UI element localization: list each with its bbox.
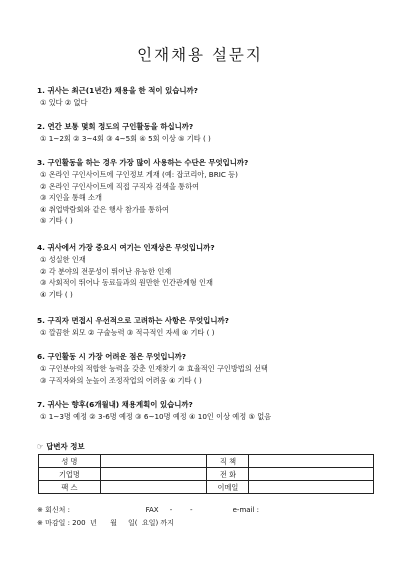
option[interactable]: ⑤ 기타 ( ) xyxy=(40,216,73,225)
table-row xyxy=(39,481,374,494)
table-row xyxy=(39,468,374,481)
question-6 xyxy=(37,350,382,386)
email-label: 이메일 xyxy=(207,481,249,494)
question-title: 2. 연간 보통 몇회 정도의 구인활동을 하십니까? xyxy=(37,122,194,131)
option[interactable]: ① 구인분야의 적합한 능력을 갖춘 인재찾기 ② 효율적인 구인방법의 선택 xyxy=(40,364,268,373)
question-2 xyxy=(37,120,382,145)
question-title: 7. 귀사는 향후(6개월내) 채용계획이 있습니까? xyxy=(37,400,193,409)
question-5 xyxy=(37,314,382,339)
option[interactable]: ④ 취업박람회와 같은 행사 참가를 통하여 xyxy=(40,204,169,214)
name-label: 성 명 xyxy=(39,455,101,468)
question-7 xyxy=(37,398,382,423)
option[interactable]: ① 온라인 구인사이트에 구인정보 게재 (예: 잡코리아, BRIC 등) xyxy=(40,170,238,179)
option[interactable]: ① 성실한 인재 xyxy=(40,255,86,264)
option[interactable]: ③ 사회적이 뛰어나 동료들과의 원만한 인간관계형 인재 xyxy=(40,278,213,287)
option[interactable]: ④ 기타 ( ) xyxy=(40,289,73,299)
position-field[interactable] xyxy=(249,455,374,468)
question-1 xyxy=(37,84,382,109)
respondent-heading: ☞ 답변자 정보 xyxy=(37,442,85,451)
table-row xyxy=(39,455,374,468)
deadline-info: ※ 마감일 : 200 년 월 일( 요일) 까지 xyxy=(37,519,174,527)
question-title: 3. 구인활동을 하는 경우 가장 많이 사용하는 수단은 무엇입니까? xyxy=(37,158,249,167)
fax-field[interactable] xyxy=(100,481,207,494)
fax-label: 팩 스 xyxy=(39,481,101,494)
question-options[interactable]: ① 1~3명 예정 ② 3-6명 예정 ③ 6~10명 예정 ④ 10인 이상 예정 ⑤ 없음 xyxy=(40,412,272,421)
phone-field[interactable] xyxy=(249,468,374,481)
question-title: 5. 구직자 면접시 우선적으로 고려하는 사항은 무엇입니까? xyxy=(37,316,229,325)
company-field[interactable] xyxy=(100,468,207,481)
phone-label: 전 화 xyxy=(207,468,249,481)
question-options[interactable]: ① 있다 ② 없다 xyxy=(40,98,88,107)
question-title: 6. 구인활동 시 가장 어려운 점은 무엇입니까? xyxy=(37,352,187,361)
respondent-table xyxy=(38,454,374,494)
position-label: 직 책 xyxy=(207,455,249,468)
reply-info: ※ 회신처 : FAX - - e-mail : xyxy=(37,506,260,514)
option[interactable]: ② 각 분야의 전문성이 뛰어난 유능한 인재 xyxy=(40,266,172,276)
question-3 xyxy=(37,156,382,227)
question-options[interactable]: ① 1~2회 ② 3~4회 ③ 4~5회 ④ 5회 이상 ⑤ 기타 ( ) xyxy=(40,134,211,143)
question-title: 4. 귀사에서 가장 중요시 여기는 인재상은 무엇입니까? xyxy=(37,243,215,252)
question-4 xyxy=(37,241,382,300)
name-field[interactable] xyxy=(100,455,207,468)
question-options[interactable]: ① 깔끔한 외모 ② 구술능력 ③ 적극적인 자세 ④ 기타 ( ) xyxy=(40,328,215,337)
question-title: 1. 귀사는 최근(1년간) 채용을 한 적이 있습니까? xyxy=(37,86,198,95)
option[interactable]: ③ 지인을 통해 소개 xyxy=(40,193,102,202)
option[interactable]: ③ 구직자와의 눈높이 조정작업의 어려움 ④ 기타 ( ) xyxy=(40,375,202,385)
option[interactable]: ② 온라인 구인사이트에 직접 구직자 검색을 통하여 xyxy=(40,181,200,191)
email-field[interactable] xyxy=(249,481,374,494)
survey-title: 인재채용 설문지 xyxy=(137,46,263,64)
company-label: 기업명 xyxy=(39,468,101,481)
